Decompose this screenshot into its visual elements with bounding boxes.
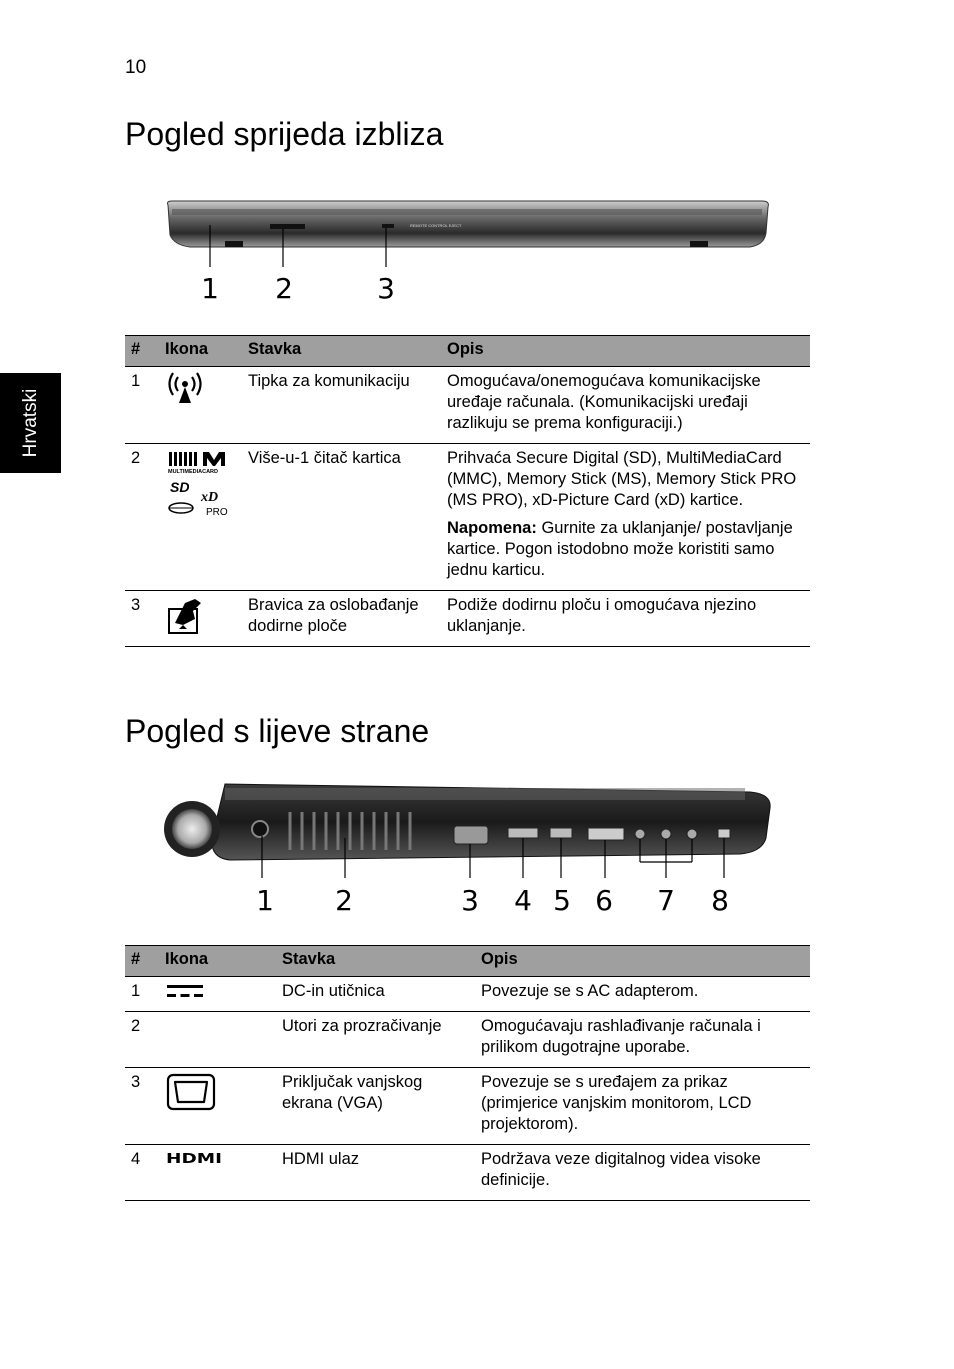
callout-4: 4 (514, 884, 532, 917)
col-header-item: Stavka (276, 946, 475, 977)
language-side-tab (0, 373, 61, 473)
col-header-number: # (125, 336, 159, 367)
table-row (125, 1145, 810, 1201)
row-description: Povezuje se s AC adapterom. (475, 977, 810, 1012)
touchpad-release-icon (165, 595, 205, 635)
row-item: Bravica za oslobađanje dodirne ploče (242, 591, 441, 647)
xd-logo-text: xD (201, 490, 219, 505)
table-header-row (125, 336, 810, 367)
row-item: Priključak vanjskog ekrana (VGA) (276, 1068, 475, 1145)
mmc-logo-text: MULTIMEDIACARD (168, 469, 219, 475)
callout-5: 5 (553, 884, 571, 917)
callout-2: 2 (275, 272, 293, 305)
table-row (125, 367, 810, 444)
row-number: 2 (125, 444, 159, 591)
dc-in-icon (165, 981, 205, 1001)
row-note (447, 518, 804, 581)
row-number: 4 (125, 1145, 159, 1201)
row-item: DC-in utičnica (276, 977, 475, 1012)
row-item: HDMI ulaz (276, 1145, 475, 1201)
hdmi-logo-text: HDMI (166, 1152, 222, 1167)
left-view-table (125, 945, 810, 1201)
row-description: Omogućavaju rashlađivanje računala i prilikom dugotrajne uporabe. (475, 1012, 810, 1068)
hdmi-icon (165, 1149, 225, 1167)
row-number: 3 (125, 1068, 159, 1145)
col-header-number: # (125, 946, 159, 977)
col-header-icon: Ikona (159, 336, 242, 367)
col-header-icon: Ikona (159, 946, 276, 977)
vga-port-icon (165, 1072, 217, 1112)
table-header-row (125, 946, 810, 977)
section-title-left: Pogled s lijeve strane (125, 713, 430, 749)
card-reader-icon (165, 448, 231, 516)
callout-1: 1 (201, 272, 219, 305)
row-description: Povezuje se s uređajem za prikaz (primjerice vanjskim monitorom, LCD projektorom). (475, 1068, 810, 1145)
front-view-illustration (150, 195, 790, 310)
row-item: Tipka za komunikaciju (242, 367, 441, 444)
row-description: Podržava veze digitalnog videa visoke definicije. (475, 1145, 810, 1201)
language-label: Hrvatski (19, 388, 41, 458)
table-row (125, 444, 810, 591)
row-description: Podiže dodirnu ploču i omogućava njezino uklanjanje. (441, 591, 810, 647)
table-row (125, 1068, 810, 1145)
wireless-communication-icon (165, 371, 205, 405)
note-label: Napomena: (447, 519, 537, 537)
callout-6: 6 (595, 884, 613, 917)
section-title-front: Pogled sprijeda izbliza (125, 116, 444, 152)
row-icon-empty (159, 1012, 276, 1068)
page-number: 10 (125, 57, 147, 78)
col-header-description: Opis (441, 336, 810, 367)
row-item: Više-u-1 čitač kartica (242, 444, 441, 591)
front-panel-label: REMOTE CONTROL EJECT (410, 223, 462, 228)
callout-1: 1 (256, 884, 274, 917)
front-view-table (125, 335, 810, 647)
callout-3: 3 (377, 272, 395, 305)
row-number: 3 (125, 591, 159, 647)
row-description: Omogućava/onemogućava komunikacijske uređaje računala. (Komunikacijski uređaji razlikuju se prema konfiguraciji.) (441, 367, 810, 444)
row-number: 1 (125, 977, 159, 1012)
callout-2: 2 (335, 884, 353, 917)
row-number: 1 (125, 367, 159, 444)
callout-7: 7 (657, 884, 675, 917)
table-row (125, 1012, 810, 1068)
table-row (125, 977, 810, 1012)
col-header-item: Stavka (242, 336, 441, 367)
row-description: Prihvaća Secure Digital (SD), MultiMediaCard (MMC), Memory Stick (MS), Memory Stick PRO (MS PRO), xD-Picture Card (xD) kartice. (447, 449, 797, 509)
row-item: Utori za prozračivanje (276, 1012, 475, 1068)
callout-3: 3 (461, 884, 479, 917)
pro-logo-text: PRO (206, 507, 228, 516)
col-header-description: Opis (475, 946, 810, 977)
sd-logo-text: SD (170, 479, 190, 495)
callout-8: 8 (711, 884, 729, 917)
note-text: Gurnite za uklanjanje/ postavljanje kartice. Pogon istodobno može koristiti samo jednu karticu. (447, 519, 793, 579)
table-row (125, 591, 810, 647)
row-number: 2 (125, 1012, 159, 1068)
